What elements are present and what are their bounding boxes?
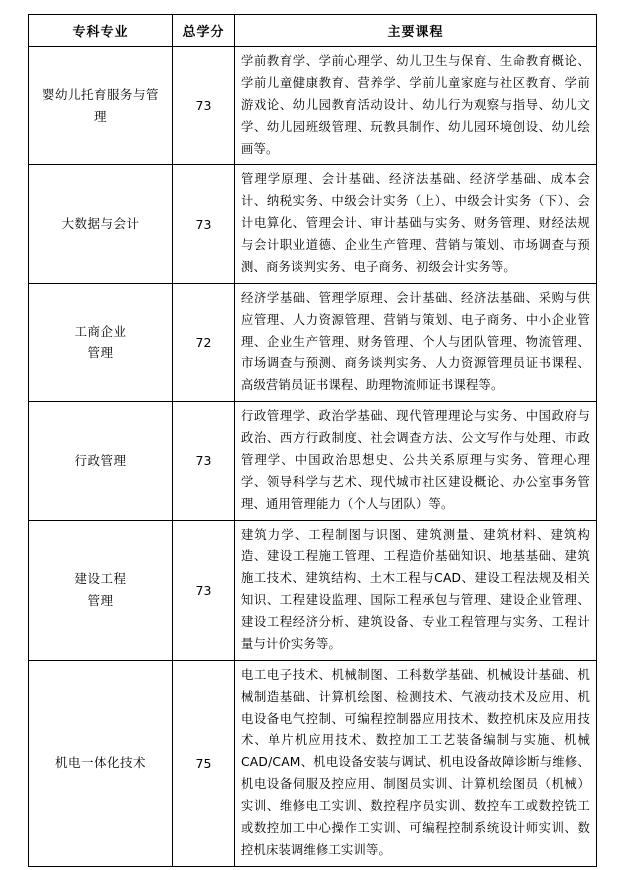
table-row (29, 660, 597, 866)
major-line: 管理 (87, 593, 114, 609)
table-row (29, 402, 597, 520)
table-row (29, 283, 597, 401)
major-line: 行政管理 (74, 452, 127, 468)
cell-credits: 75 (173, 660, 235, 866)
cell-major (29, 402, 173, 520)
table-row (29, 47, 597, 165)
cell-courses: 学前教育学、学前心理学、幼儿卫生与保育、生命教育概论、学前儿童健康教育、营养学、学前儿童家庭与社区教育、学前游戏论、幼儿园教育活动设计、幼儿行为观察与指导、幼儿文学、幼儿园班级管理、玩教具制作、幼儿园环境创设、幼儿绘画等。 (235, 47, 597, 165)
cell-courses: 行政管理学、政治学基础、现代管理理论与实务、中国政府与政治、西方行政制度、社会调查方法、公文写作与处理、市政管理学、中国政治思想史、公共关系原理与实务、管理心理学、领导科学与艺术、现代城市社区建设概论、办公室事务管理、通用管理能力（个人与团队）等。 (235, 402, 597, 520)
cell-major (29, 47, 173, 165)
cell-credits: 73 (173, 520, 235, 660)
major-line: 建设工程 (74, 571, 127, 587)
cell-courses: 电工电子技术、机械制图、工科数学基础、机械设计基础、机械制造基础、计算机绘图、检测技术、气液动技术及应用、机电设备电气控制、可编程控制器应用技术、数控机床及应用技术、单片机应用技术、数控加工工艺装备编制与实施、机械CAD/CAM、机电设备安装与调试、机电设备故障诊断与维修、机电设备伺服及控应用、制图员实训、计算机绘图员（机械）实训、维修电工实训、数控程序员实训、数控车工或数控铣工或数控加工中心操作工实训、可编程控制系统设计师实训、数控机床装调维修工实训等。 (235, 660, 597, 866)
table-header-row (29, 15, 597, 47)
major-line: 管理 (87, 345, 114, 361)
column-header-major: 专科专业 (29, 15, 173, 47)
major-line: 婴幼儿托育服务与管 (41, 86, 159, 102)
cell-courses: 管理学原理、会计基础、经济法基础、经济学基础、成本会计、纳税实务、中级会计实务（上）、中级会计实务（下）、会计电算化、管理会计、审计基础与实务、财务管理、财经法规与会计职业道德、企业生产管理、营销与策划、市场调查与预测、商务谈判实务、电子商务、初级会计实务等。 (235, 165, 597, 283)
cell-major (29, 165, 173, 283)
curriculum-table (28, 14, 597, 867)
major-line: 机电一体化技术 (54, 755, 146, 771)
table-row (29, 165, 597, 283)
table-row (29, 520, 597, 660)
major-line: 理 (93, 108, 107, 124)
cell-credits: 72 (173, 283, 235, 401)
cell-major (29, 283, 173, 401)
column-header-credits: 总学分 (173, 15, 235, 47)
cell-major (29, 520, 173, 660)
cell-credits: 73 (173, 165, 235, 283)
cell-courses: 经济学基础、管理学原理、会计基础、经济法基础、采购与供应管理、人力资源管理、营销与策划、电子商务、中小企业管理、企业生产管理、财务管理、个人与团队管理、物流管理、市场调查与预测、商务谈判实务、人力资源管理员证书课程、高级营销员证书课程、助理物流师证书课程等。 (235, 283, 597, 401)
cell-major (29, 660, 173, 866)
cell-credits: 73 (173, 47, 235, 165)
cell-courses: 建筑力学、工程制图与识图、建筑测量、建筑材料、建筑构造、建设工程施工管理、工程造价基础知识、地基基础、建筑施工技术、建筑结构、土木工程与CAD、建设工程法规及相关知识、工程建设监理、国际工程承包与管理、建设企业管理、建设工程经济分析、建筑设备、专业工程管理与实务、工程计量与计价实务等。 (235, 520, 597, 660)
major-line: 工商企业 (74, 323, 127, 339)
column-header-courses: 主要课程 (235, 15, 597, 47)
major-line: 大数据与会计 (61, 216, 140, 232)
cell-credits: 73 (173, 402, 235, 520)
